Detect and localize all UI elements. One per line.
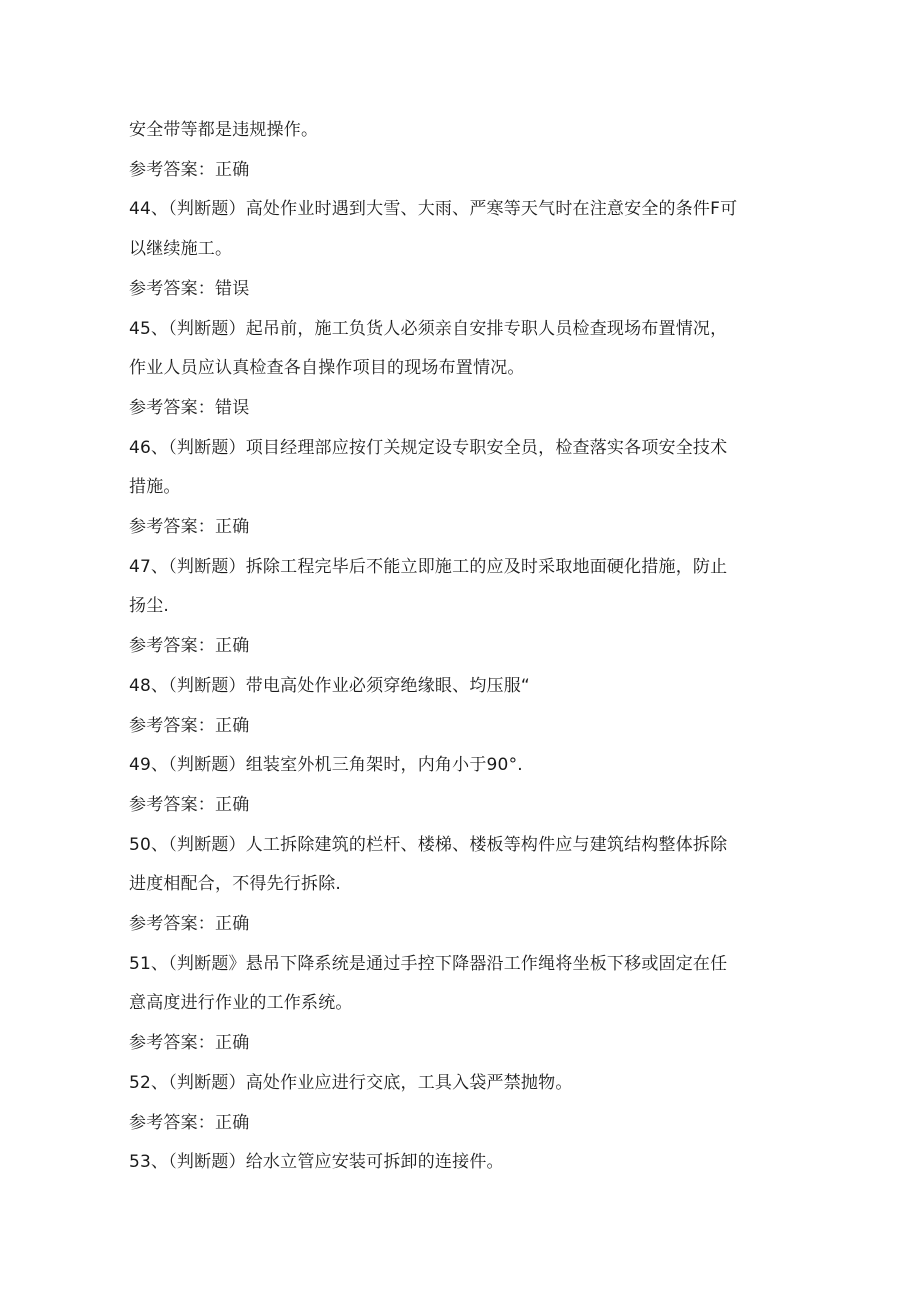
question-52: 52、（判断题）高处作业应进行交底，工具入袋严禁抛物。 [129, 1072, 573, 1093]
answer-line: 参考答案：正确 [129, 1112, 250, 1133]
question-50: 50、（判断题）人工拆除建筑的栏杆、楼梯、楼板等构件应与建筑结构整体拆除 [129, 834, 728, 855]
answer-line: 参考答案：正确 [129, 159, 250, 180]
answer-line: 参考答案：正确 [129, 794, 250, 815]
answer-line: 参考答案：正确 [129, 914, 250, 935]
answer-line: 参考答案：错误 [129, 278, 250, 299]
document-body [129, 111, 799, 1183]
question-continuation: 安全带等都是违规操作。 [129, 120, 319, 140]
answer-line: 参考答案：正确 [129, 517, 250, 538]
answer-line: 参考答案：正确 [129, 1033, 250, 1054]
answer-line: 参考答案：错误 [129, 397, 250, 418]
question-51-continuation: 意高度进行作业的工作系统。 [129, 993, 353, 1014]
question-50-continuation: 进度相配合，不得先行拆除. [129, 874, 342, 895]
answer-line: 参考答案：正确 [129, 715, 250, 736]
question-45-continuation: 作业人员应认真检查各自操作项目的现场布置情况。 [129, 358, 525, 379]
question-46: 46、（判断题）项目经理部应按仃关规定设专职安全员，检查落实各项安全技术 [129, 437, 728, 458]
question-44-continuation: 以继续施工。 [129, 239, 233, 260]
question-45: 45、（判断题）起吊前，施工负货人必须亲自安排专职人员检查现场布置情况， [129, 318, 728, 339]
question-47: 47、（判断题）拆除工程完毕后不能立即施工的应及时采取地面硬化措施，防止 [129, 556, 728, 577]
question-51: 51、（判断题》悬吊下降系统是通过手控下降器沿工作绳将坐板下移或固定在任 [129, 953, 728, 974]
question-44: 44、（判断题）高处作业时遇到大雪、大雨、严寒等天气时在注意安全的条件F可 [129, 199, 738, 220]
answer-line: 参考答案：正确 [129, 636, 250, 657]
question-49: 49、（判断题）组装室外机三角架时，内角小于90°. [129, 755, 523, 776]
question-46-continuation: 措施。 [129, 477, 181, 498]
question-48: 48、（判断题）带电高处作业必须穿绝缘眼、均压服“ [129, 675, 530, 696]
question-53: 53、（判断题）给水立管应安装可拆卸的连接件。 [129, 1152, 504, 1173]
question-47-continuation: 扬尘. [129, 596, 170, 617]
